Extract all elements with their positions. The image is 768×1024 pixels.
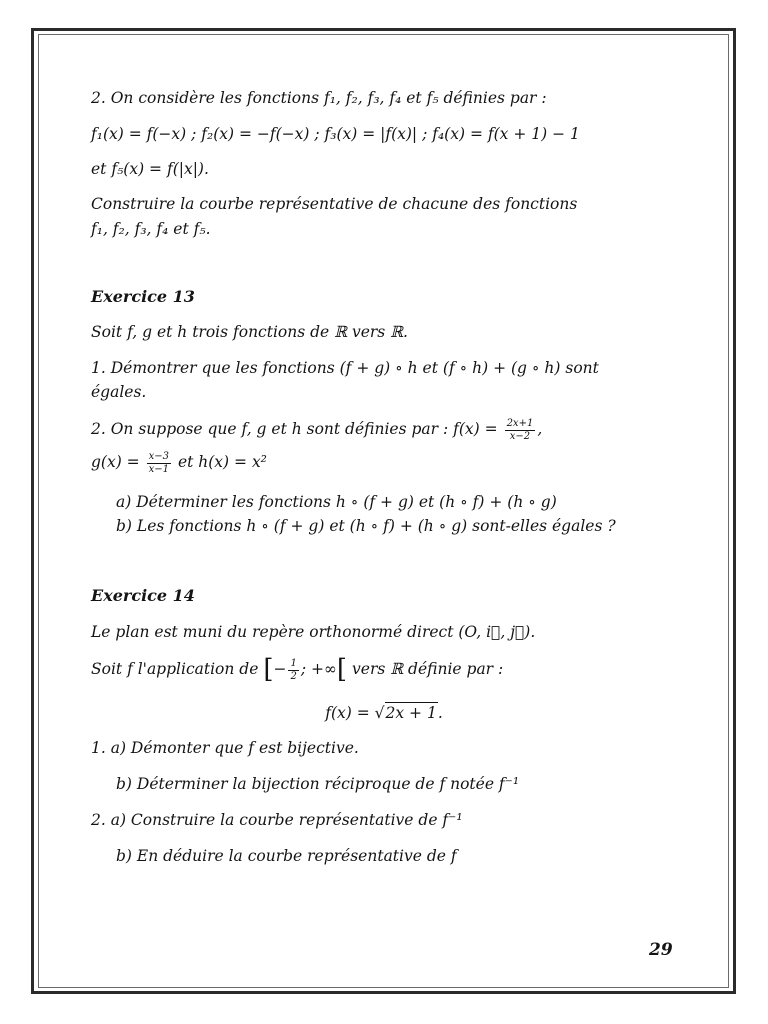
q2-comma: , bbox=[537, 420, 543, 438]
interval-open-bracket: [ bbox=[263, 654, 274, 685]
half-numerator: 1 bbox=[290, 658, 297, 669]
q2-text: 2. On suppose que f, g et h sont définies par : f(x) = bbox=[91, 420, 498, 438]
exercise-13-question-1-cont: égales. bbox=[91, 383, 147, 401]
f-label: f(x) = bbox=[325, 704, 370, 722]
function-f5-definition: et f₅(x) = f(|x|). bbox=[91, 160, 209, 178]
exercise-14-domain bbox=[91, 654, 504, 685]
domain-text: Soit f l'application de bbox=[91, 660, 259, 678]
page-number: 29 bbox=[649, 940, 673, 960]
g-fraction bbox=[147, 451, 171, 475]
half-denominator: 2 bbox=[290, 670, 297, 682]
exercise-14-question-1b: b) Déterminer la bijection réciproque de f notée f⁻¹ bbox=[116, 775, 520, 793]
domain-suffix: vers ℝ définie par : bbox=[352, 660, 504, 678]
interval-minus: − bbox=[273, 660, 287, 678]
interval-close-bracket: [ bbox=[336, 654, 348, 685]
f-numerator: 2x+1 bbox=[506, 418, 534, 429]
construct-instruction-cont: f₁, f₂, f₃, f₄ et f₅. bbox=[91, 220, 211, 238]
g-label: g(x) = bbox=[91, 453, 140, 471]
g-denominator: x−1 bbox=[148, 463, 170, 475]
exercise-14-title: Exercice 14 bbox=[91, 586, 195, 605]
f-denominator: x−2 bbox=[509, 430, 531, 442]
exercise-13-g-h-definition bbox=[91, 451, 267, 475]
function-definitions: f₁(x) = f(−x) ; f₂(x) = −f(−x) ; f₃(x) = |f(x)| ; f₄(x) = f(x + 1) − 1 bbox=[91, 125, 580, 143]
f-fraction bbox=[505, 418, 536, 442]
h-definition: et h(x) = x² bbox=[177, 453, 267, 471]
g-numerator: x−3 bbox=[148, 451, 170, 462]
half-fraction bbox=[288, 658, 298, 682]
question-2-intro: 2. On considère les fonctions f₁, f₂, f₃, f₄ et f₅ définies par : bbox=[91, 89, 547, 107]
sqrt-radicand: 2x + 1 bbox=[385, 704, 437, 722]
sqrt-sign: √ bbox=[374, 704, 385, 722]
exercise-13-statement: Soit f, g et h trois fonctions de ℝ vers ℝ. bbox=[91, 323, 408, 341]
construct-instruction: Construire la courbe représentative de chacune des fonctions bbox=[91, 195, 578, 213]
exercise-13-part-b: b) Les fonctions h ∘ (f + g) et (h ∘ f) + (h ∘ g) sont-elles égales ? bbox=[116, 517, 616, 535]
interval-infinity: ; +∞ bbox=[300, 660, 337, 678]
exercise-13-title: Exercice 13 bbox=[91, 287, 195, 306]
exercise-14-question-1a: 1. a) Démonter que f est bijective. bbox=[91, 739, 359, 757]
exercise-13-part-a: a) Déterminer les fonctions h ∘ (f + g) et (h ∘ f) + (h ∘ g) bbox=[116, 493, 557, 511]
exercise-13-question-2 bbox=[91, 418, 542, 442]
exercise-14-frame: Le plan est muni du repère orthonormé direct (O, i⃗, j⃗). bbox=[91, 623, 536, 641]
exercise-13-question-1: 1. Démontrer que les fonctions (f + g) ∘ h et (f ∘ h) + (g ∘ h) sont bbox=[91, 359, 599, 377]
exercise-14-question-2b: b) En déduire la courbe représentative de f bbox=[116, 847, 457, 865]
exercise-14-question-2a: 2. a) Construire la courbe représentative de f⁻¹ bbox=[91, 811, 463, 829]
f-definition-period: . bbox=[437, 704, 443, 722]
exercise-14-f-definition bbox=[0, 706, 768, 722]
